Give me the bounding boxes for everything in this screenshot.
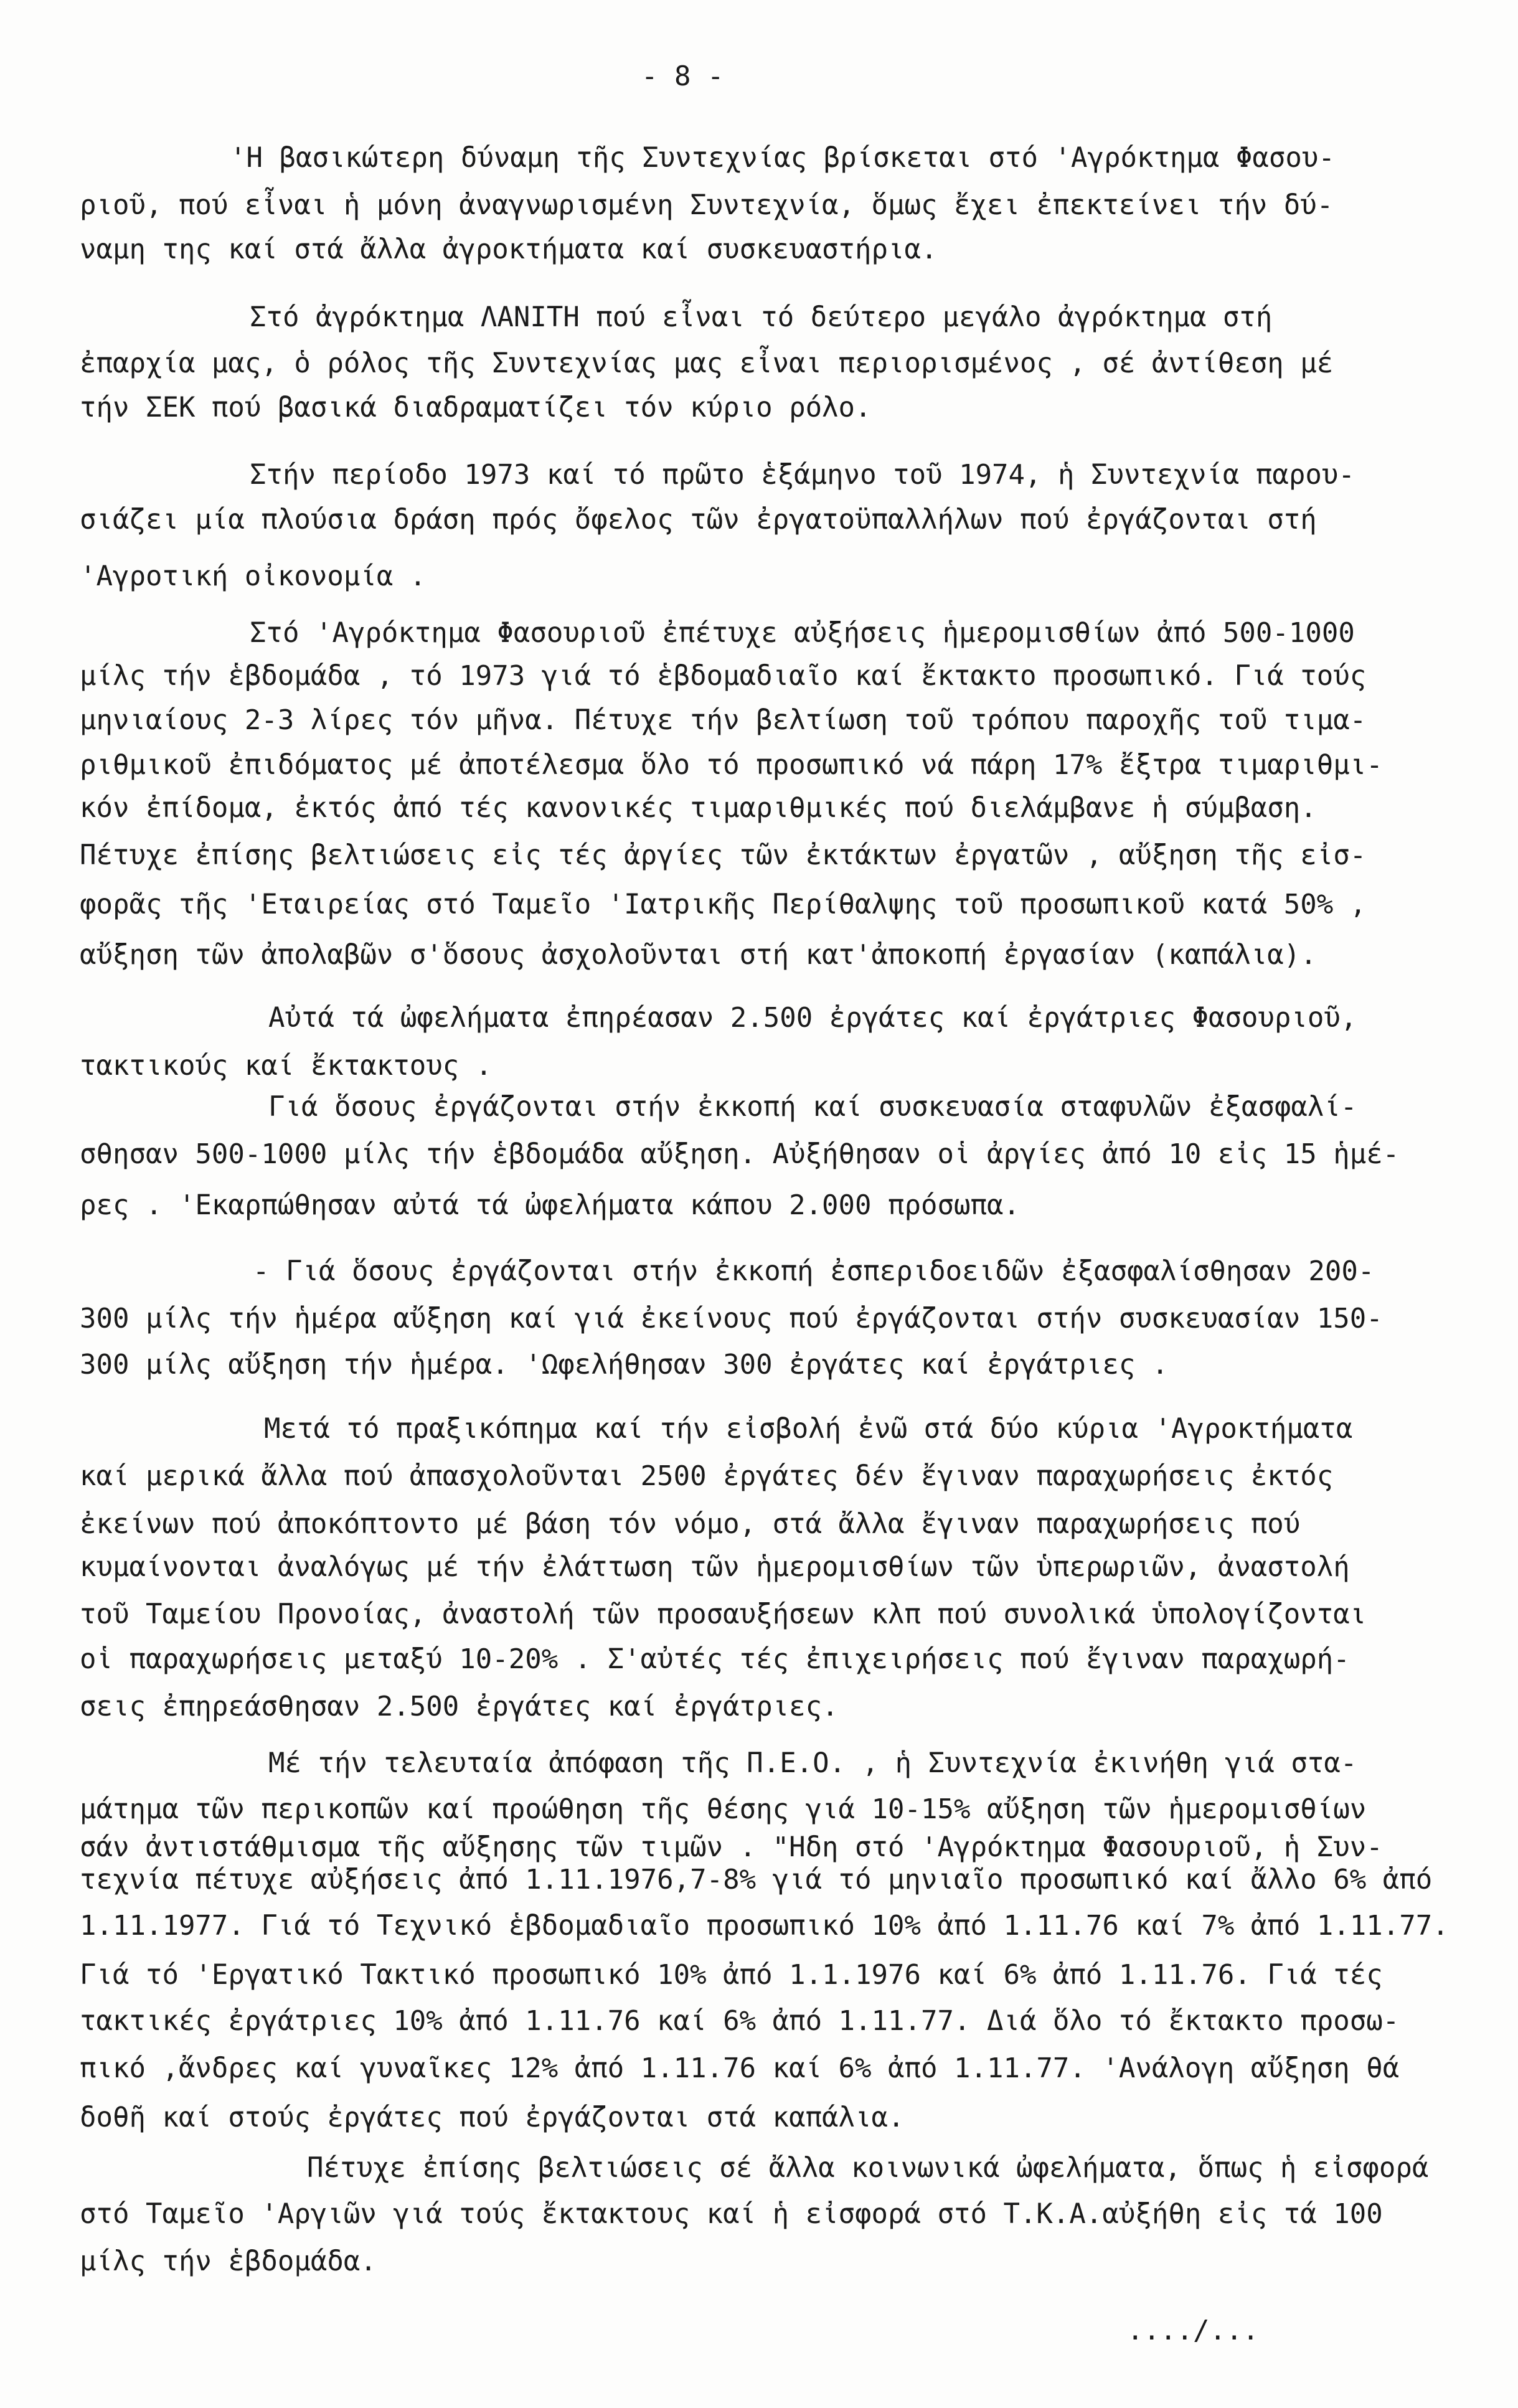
text-line: τακτικές ἐργάτριες 10% ἀπό 1.11.76 καί 6% ἀπό 1.11.77. Διά ὅλο τό ἔκτακτο προσω- [80,2005,1400,2037]
text-line: μίλς τήν ἑβδομάδα. [80,2245,377,2277]
text-line: ριοῦ, πού εἶναι ἡ μόνη ἀναγνωρισμένη Συντεχνία, ὅμως ἔχει ἐπεκτείνει τήν δύ- [80,189,1334,221]
text-line: οἱ παραχωρήσεις μεταξύ 10-20% . Σ'αὐτές τές ἐπιχειρήσεις πού ἔγιναν παραχωρή- [80,1643,1350,1675]
text-line: ἐκείνων πού ἀποκόπτοντο μέ βάση τόν νόμο, στά ἄλλα ἔγιναν παραχωρήσεις πού [80,1508,1301,1540]
text-line: τήν ΣΕΚ πού βασικά διαδραματίζει τόν κύριο ρόλο. [80,392,872,423]
page-number: - 8 - [641,60,724,92]
text-line: ναμη της καί στά ἄλλα ἀγροκτήματα καί συσκευαστήρια. [80,234,938,265]
text-line: κυμαίνονται ἀναλόγως μέ τήν ἐλάττωση τῶν ἡμερομισθίων τῶν ὑπερωριῶν, ἀναστολή [80,1551,1350,1583]
text-line: ριθμικοῦ ἐπιδόματος μέ ἀποτέλεσμα ὅλο τό προσωπικό νά πάρη 17% ἔξτρα τιμαριθμι- [80,749,1383,781]
text-line: - Γιά ὅσους ἐργάζονται στήν ἐκκοπή ἐσπεριδοειδῶν ἐξασφαλίσθησαν 200- [253,1255,1375,1287]
text-line: σεις ἐπηρεάσθησαν 2.500 ἐργάτες καί ἐργάτριες. [80,1691,839,1722]
text-line: Γιά ὅσους ἐργάζονται στήν ἐκκοπή καί συσκευασία σταφυλῶν ἐξασφαλί- [268,1091,1357,1123]
text-line: τοῦ Ταμείου Προνοίας, ἀναστολή τῶν προσαυξήσεων κλπ πού συνολικά ὑπολογίζονται [80,1598,1367,1630]
continuation-mark: ..../... [1127,2315,1259,2346]
text-line: ἐπαρχία μας, ὁ ρόλος τῆς Συντεχνίας μας εἶναι περιορισμένος , σέ ἀντίθεση μέ [80,347,1334,379]
text-line: Μέ τήν τελευταία ἀπόφαση τῆς Π.Ε.Ο. , ἡ Συντεχνία ἐκινήθη γιά στα- [268,1747,1357,1779]
text-line: καί μερικά ἄλλα πού ἀπασχολοῦνται 2500 ἐργάτες δέν ἔγιναν παραχωρήσεις ἐκτός [80,1460,1334,1492]
text-line: 'Αγροτική οἰκονομία . [80,560,427,592]
text-line: κόν ἐπίδομα, ἐκτός ἀπό τές κανονικές τιμαριθμικές πού διελάμβανε ἡ σύμβαση. [80,792,1317,824]
text-line: φορᾶς τῆς 'Εταιρείας στό Ταμεῖο 'Ιατρικῆς Περίθαλψης τοῦ προσωπικοῦ κατά 50% , [80,889,1367,920]
text-line: Αὐτά τά ὠφελήματα ἐπηρέασαν 2.500 ἐργάτες καί ἐργάτριες Φασουριοῦ, [268,1002,1357,1034]
text-line: Στήν περίοδο 1973 καί τό πρῶτο ἑξάμηνο τοῦ 1974, ἡ Συντεχνία παρου- [250,459,1355,491]
text-line: Πέτυχε ἐπίσης βελτιώσεις εἰς τές ἀργίες τῶν ἐκτάκτων ἐργατῶν , αὔξηση τῆς εἰσ- [80,839,1367,871]
text-line: σιάζει μία πλούσια δράση πρός ὄφελος τῶν ἐργατοϋπαλλήλων πού ἐργάζονται στή [80,504,1317,536]
text-line: 300 μίλς τήν ἡμέρα αὔξηση καί γιά ἐκείνους πού ἐργάζονται στήν συσκευασίαν 150- [80,1303,1383,1334]
text-line: Στό ἀγρόκτημα ΛΑΝΙΤΗ πού εἶναι τό δεύτερο μεγάλο ἀγρόκτημα στή [250,301,1273,333]
text-line: 1.11.1977. Γιά τό Τεχνικό ἑβδομαδιαῖο προσωπικό 10% ἀπό 1.11.76 καί 7% ἀπό 1.11.77. [80,1910,1449,1942]
text-line: Μετά τό πραξικόπημα καί τήν εἰσβολή ἐνῶ στά δύο κύρια 'Αγροκτήματα [264,1413,1353,1445]
text-line: μηνιαίους 2-3 λίρες τόν μῆνα. Πέτυχε τήν βελτίωση τοῦ τρόπου παροχῆς τοῦ τιμα- [80,704,1367,736]
text-line: 'Η βασικώτερη δύναμη τῆς Συντεχνίας βρίσκεται στό 'Αγρόκτημα Φασου- [230,142,1335,174]
text-line: τεχνία πέτυχε αὐξήσεις ἀπό 1.11.1976,7-8% γιά τό μηνιαῖο προσωπικό καί ἄλλο 6% ἀπό [80,1864,1433,1896]
text-line: αὔξηση τῶν ἀπολαβῶν σ'ὅσους ἀσχολοῦνται στή κατ'ἀποκοπή ἐργασίαν (καπάλια). [80,939,1317,971]
text-line: Γιά τό 'Εργατικό Τακτικό προσωπικό 10% ἀπό 1.1.1976 καί 6% ἀπό 1.11.76. Γιά τές [80,1959,1383,1991]
text-line: Πέτυχε ἐπίσης βελτιώσεις σέ ἄλλα κοινωνικά ὠφελήματα, ὅπως ἡ εἰσφορά [307,2152,1429,2184]
text-line: σάν ἀντιστάθμισμα τῆς αὔξησης τῶν τιμῶν . "Ηδη στό 'Αγρόκτημα Φασουριοῦ, ἡ Συν- [80,1831,1383,1863]
text-line: ρες . 'Εκαρπώθησαν αὐτά τά ὠφελήματα κάπου 2.000 πρόσωπα. [80,1189,1020,1221]
text-line: μίλς τήν ἑβδομάδα , τό 1973 γιά τό ἑβδομαδιαῖο καί ἔκτακτο προσωπικό. Γιά τούς [80,660,1367,692]
text-line: μάτημα τῶν περικοπῶν καί προώθηση τῆς θέσης γιά 10-15% αὔξηση τῶν ἡμερομισθίων [80,1793,1367,1825]
text-line: τακτικούς καί ἔκτακτους . [80,1050,493,1082]
text-line: 300 μίλς αὔξηση τήν ἡμέρα. 'Ωφελήθησαν 300 ἐργάτες καί ἐργάτριες . [80,1349,1169,1381]
text-line: δοθῆ καί στούς ἐργάτες πού ἐργάζονται στά καπάλια. [80,2102,905,2133]
text-line: σθησαν 500-1000 μίλς τήν ἑβδομάδα αὔξηση. Αὐξήθησαν οἱ ἀργίες ἀπό 10 εἰς 15 ἡμέ- [80,1138,1400,1170]
text-line: Στό 'Αγρόκτημα Φασουριοῦ ἐπέτυχε αὐξήσεις ἡμερομισθίων ἀπό 500-1000 [250,617,1355,649]
text-line: πικό ,ἄνδρες καί γυναῖκες 12% ἀπό 1.11.76 καί 6% ἀπό 1.11.77. 'Ανάλογη αὔξηση θά [80,2052,1400,2084]
text-line: στό Ταμεῖο 'Αργιῶν γιά τούς ἔκτακτους καί ἡ εἰσφορά στό Τ.Κ.Α.αὐξήθη εἰς τά 100 [80,2198,1383,2230]
